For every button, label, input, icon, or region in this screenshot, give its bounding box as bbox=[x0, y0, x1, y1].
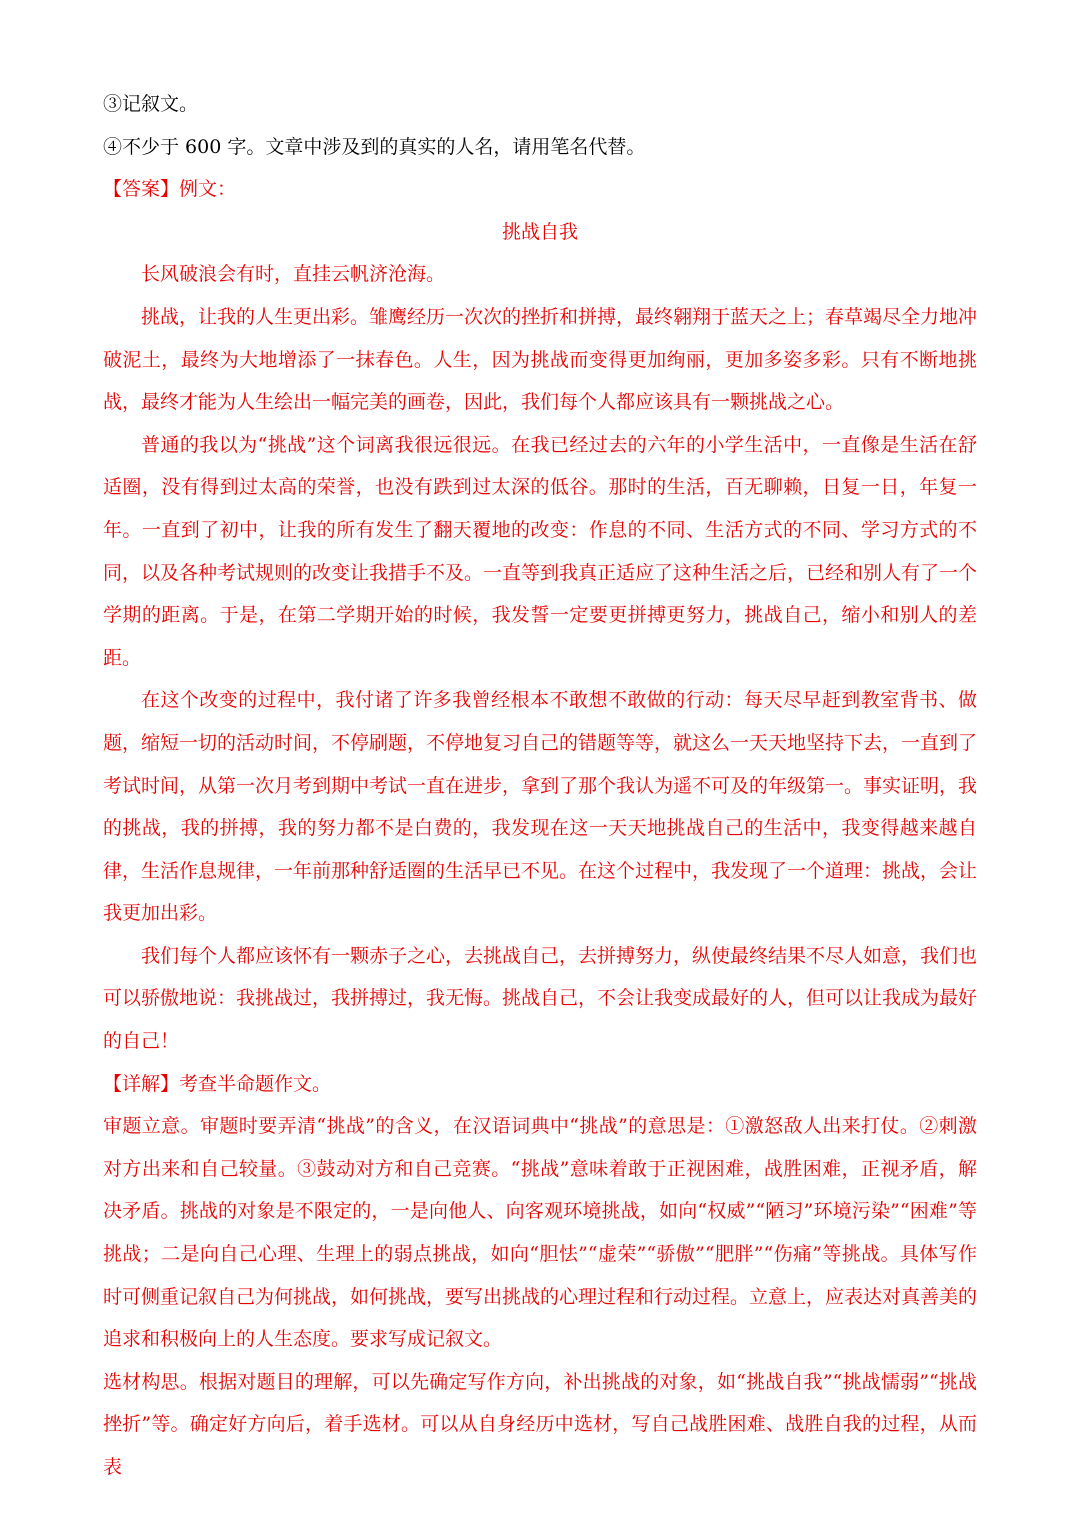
essay-paragraph: 在这个改变的过程中，我付诸了许多我曾经根本不敢想不敢做的行动：每天尽早赶到教室背书、做题，缩短一切的活动时间，不停刷题，不停地复习自己的错题等等，就这么一天天地坚持下去，一直到了考试时间，从第一次月考到期中考试一直在进步，拿到了那个我认为遥不可及的年级第一。事实证明，我的挑战，我的拼搏，我的努力都不是白费的，我发现在这一天天地挑战自己的生活中，我变得越来越自律，生活作息规律，一年前那种舒适圈的生活早已不见。在这个过程中，我发现了一个道理：挑战，会让我更加出彩。 bbox=[103, 689, 978, 925]
answer-header bbox=[103, 168, 977, 211]
explanation-header bbox=[103, 1063, 977, 1106]
document-content bbox=[103, 83, 977, 1489]
answer-tag: 【答案】 bbox=[103, 178, 180, 201]
essay-paragraph: 挑战，让我的人生更出彩。雏鹰经历一次次的挫折和拼搏，最终翱翔于蓝天之上；春草竭尽全力地冲破泥土，最终为大地增添了一抹春色。人生，因为挑战而变得更加绚丽，更加多姿多彩。只有不断地挑战，最终才能为人生绘出一幅完美的画卷，因此，我们每个人都应该具有一颗挑战之心。 bbox=[103, 305, 978, 414]
essay-paragraph: 我们每个人都应该怀有一颗赤子之心，去挑战自己，去拼搏努力，纵使最终结果不尽人如意，我们也可以骄傲地说：我挑战过，我拼搏过，我无悔。挑战自己，不会让我变成最好的人，但可以让我成为最好的自己！ bbox=[103, 944, 978, 1053]
explanation-tag: 【详解】 bbox=[103, 1072, 180, 1095]
explanation-paragraph: 选材构思。根据对题目的理解，可以先确定写作方向，补出挑战的对象，如“挑战自我”“挑战懦弱”“挑战挫折”等。确定好方向后，着手选材。可以从自身经历中选材，写自己战胜困难、战胜自我的过程，从而表 bbox=[103, 1370, 977, 1478]
explanation-paragraph: 审题立意。审题时要弄清“挑战”的含义，在汉语词典中“挑战”的意思是：①激怒敌人出来打仗。②刺激对方出来和自己较量。③鼓动对方和自己竞赛。“挑战”意味着敢于正视困难，战胜困难，正视矛盾，解决矛盾。挑战的对象是不限定的，一是向他人、向客观环境挑战，如向“权威”“陋习”环境污染”“困难”等挑战；二是向自己心理、生理上的弱点挑战，如向“胆怯”“虚荣”“骄傲”“肥胖”“伤痛”等挑战。具体写作时可侧重记叙自己为何挑战，如何挑战，要写出挑战的心理过程和行动过程。立意上，应表达对真善美的追求和积极向上的人生态度。要求写成记叙文。 bbox=[103, 1115, 978, 1351]
essay-paragraph: 普通的我以为“挑战”这个词离我很远很远。在我已经过去的六年的小学生活中，一直像是生活在舒适圈，没有得到过太高的荣誉，也没有跌到过太深的低谷。那时的生活，百无聊赖，日复一日，年复一年。一直到了初中，让我的所有发生了翻天覆地的改变：作息的不同、生活方式的不同、学习方式的不同，以及各种考试规则的改变让我措手不及。一直等到我真正适应了这种生活之后，已经和别人有了一个学期的距离。于是，在第二学期开始的时候，我发誓一定要更拼搏更努力，挑战自己，缩小和别人的差距。 bbox=[103, 433, 978, 669]
answer-label: 例文： bbox=[179, 178, 237, 201]
explanation-label: 考查半命题作文。 bbox=[179, 1072, 332, 1095]
essay-title: 挑战自我 bbox=[501, 220, 578, 243]
requirement-3: ③记叙文。 bbox=[103, 93, 199, 115]
essay-paragraph: 长风破浪会有时，直挂云帆济沧海。 bbox=[141, 263, 446, 286]
requirement-4: ④不少于 600 字。文章中涉及到的真实的人名，请用笔名代替。 bbox=[103, 135, 646, 158]
